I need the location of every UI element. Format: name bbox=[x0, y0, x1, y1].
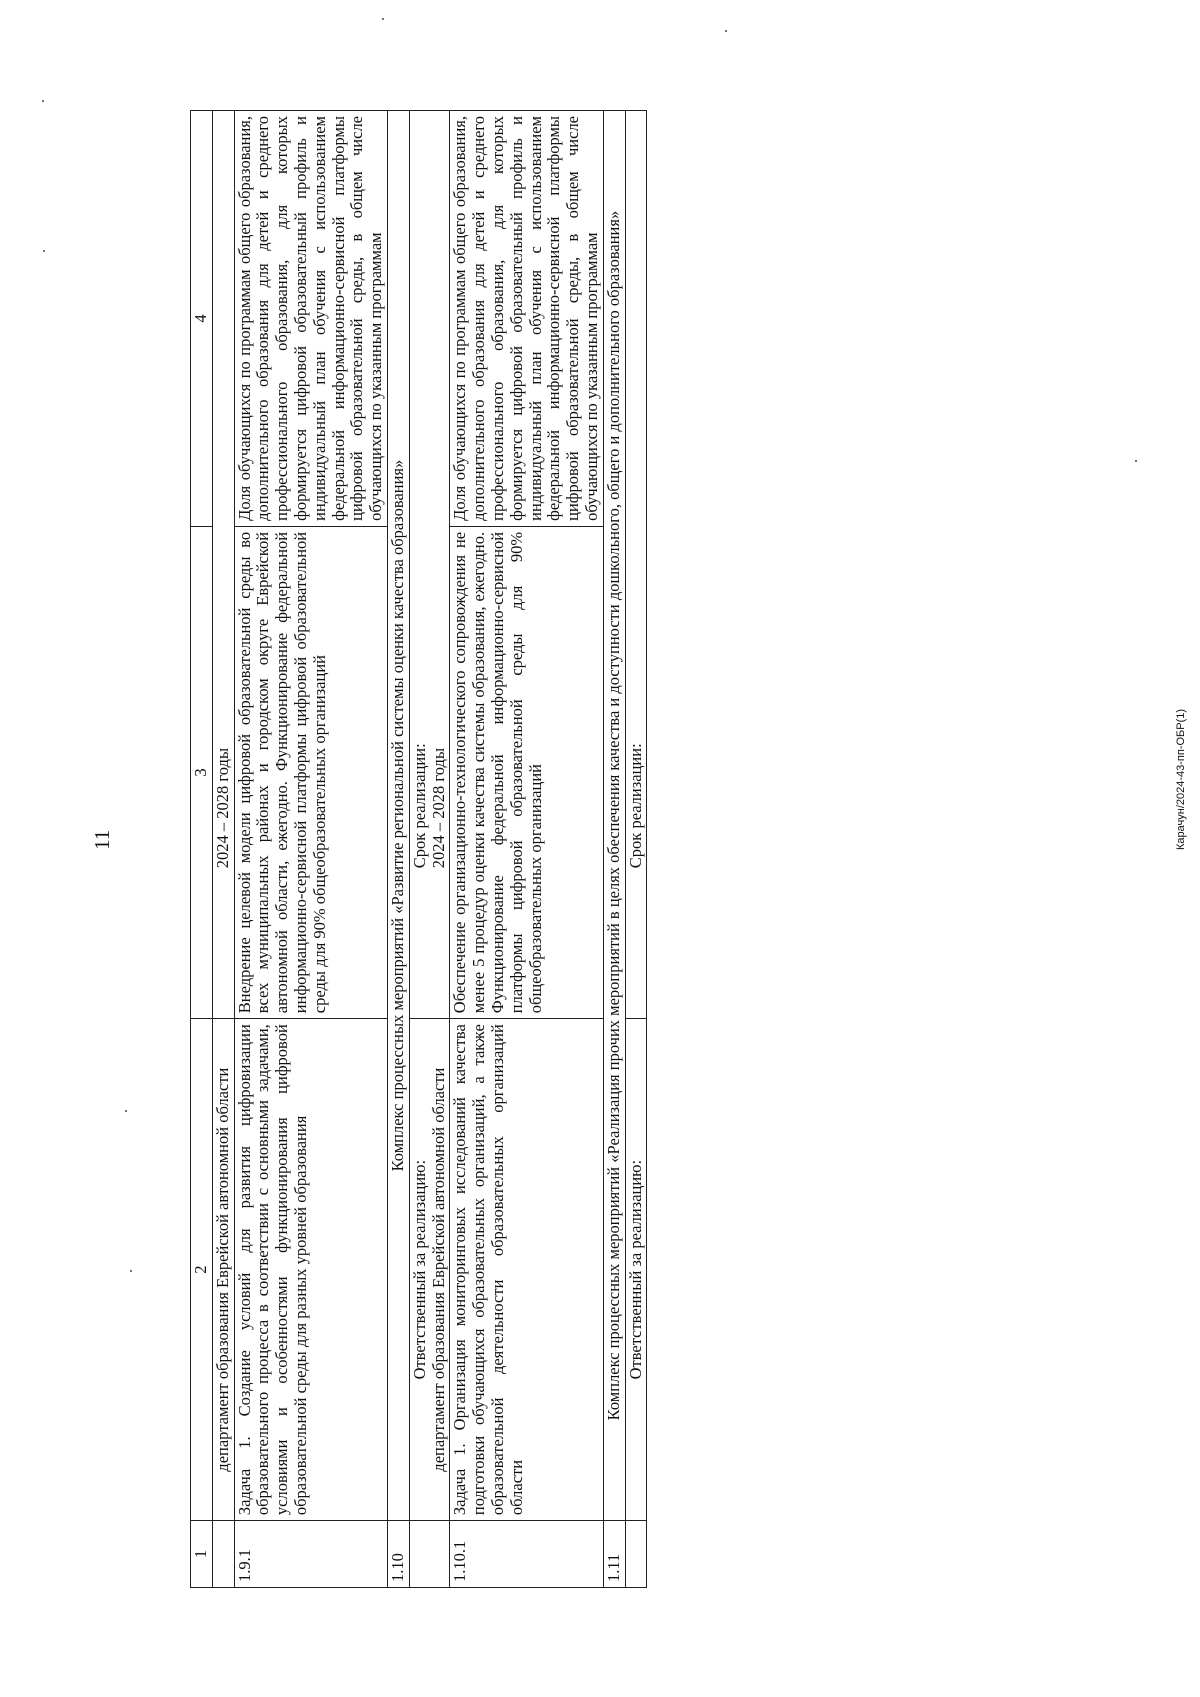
responsible-row-1-9 bbox=[212, 111, 234, 1588]
empty-cell bbox=[625, 1521, 647, 1588]
row-number: 1.10 bbox=[387, 1521, 409, 1588]
period-1-9: 2024 – 2028 годы bbox=[212, 111, 234, 1019]
complex-title: Комплекс процессных мероприятий «Реализация прочих мероприятий в целях обеспечения качества и доступности дошкольного, общего и дополнительного образования» bbox=[603, 111, 625, 1521]
responsible-row-1-11 bbox=[625, 111, 647, 1588]
page-number: 11 bbox=[90, 829, 114, 850]
scan-speck bbox=[42, 100, 44, 102]
table-row-1-11 bbox=[603, 111, 625, 1588]
responsible-value: департамент образования Еврейской автономной области bbox=[428, 1067, 448, 1472]
period-block bbox=[409, 111, 450, 1019]
indicator-text: Доля обучающихся по программам общего образования, дополнительного образования для детей и среднего профессионального образования, для которых формируется цифровой образовательный профиль и индивидуальный план обучения с использованием федеральной информационно-сервисной платформы цифровой образовательной среды, в общем числе обучающихся по указанным программам bbox=[450, 111, 603, 527]
scan-speck bbox=[130, 1270, 132, 1272]
scan-speck bbox=[125, 1110, 127, 1112]
row-number: 1.10.1 bbox=[450, 1521, 603, 1588]
responsible-block bbox=[409, 1019, 450, 1521]
program-table bbox=[190, 110, 647, 1588]
scan-speck bbox=[1135, 460, 1137, 462]
column-number-2: 2 bbox=[191, 1019, 213, 1521]
rotated-table-wrapper bbox=[190, 110, 1110, 1588]
table-row-1-10-1 bbox=[450, 111, 603, 1588]
column-number-3: 3 bbox=[191, 526, 213, 1018]
task-text: Задача 1. Создание условий для развития цифровизации образовательного процесса в соответствии с основными задачами, условиями и особенностями функционирования цифровой образовательной среды для разных уровней образования bbox=[234, 1019, 387, 1521]
table-header-row bbox=[191, 111, 213, 1588]
row-number: 1.9.1 bbox=[234, 1521, 387, 1588]
result-text: Обеспечение организационно-технологического сопровождения не менее 5 процедур оценки качества системы образования, ежегодно. Функционирование федеральной информационно-сервисной платформы цифровой образовательной среды для 90% общеобразовательных организаций bbox=[450, 526, 603, 1018]
complex-title: Комплекс процессных мероприятий «Развитие региональной системы оценки качества образования» bbox=[387, 111, 409, 1521]
empty-cell bbox=[212, 1521, 234, 1588]
scan-speck bbox=[382, 18, 384, 20]
period-label: Срок реализации: bbox=[409, 743, 429, 869]
column-number-4: 4 bbox=[191, 111, 213, 527]
period-value: 2024 – 2028 годы bbox=[428, 747, 448, 869]
row-number: 1.11 bbox=[603, 1521, 625, 1588]
responsible-label: Ответственный за реализацию: bbox=[409, 1159, 429, 1380]
scan-speck bbox=[43, 250, 45, 252]
task-text: Задача 1. Организация мониторинговых исследований качества подготовки обучающихся образовательных организаций, а также образовательной деятельности образовательных организаций области bbox=[450, 1019, 603, 1521]
responsible-1-9: департамент образования Еврейской автономной области bbox=[212, 1019, 234, 1521]
indicator-text: Доля обучающихся по программам общего образования, дополнительного образования для детей и среднего профессионального образования, для которых формируется цифровой образовательный профиль и индивидуальный план обучения с использованием федеральной информационно-сервисной платформы цифровой образовательной среды, в общем числе обучающихся по указанным программам bbox=[234, 111, 387, 527]
empty-cell bbox=[409, 1521, 450, 1588]
column-number-1: 1 bbox=[191, 1521, 213, 1588]
scan-speck bbox=[725, 30, 727, 32]
document-code: Карачун/2024-43-пп-ОБР(1) bbox=[1175, 708, 1187, 850]
responsible-row-1-10 bbox=[409, 111, 450, 1588]
period-label: Срок реализации: bbox=[625, 111, 647, 1019]
table-row-1-10 bbox=[387, 111, 409, 1588]
responsible-label: Ответственный за реализацию: bbox=[625, 1019, 647, 1521]
table-row-1-9-1 bbox=[234, 111, 387, 1588]
result-text: Внедрение целевой модели цифровой образовательной среды во всех муниципальных районах и городском округе Еврейской автономной области, ежегодно. Функционирование федеральной информационно-сервисной платформы цифровой образовательной среды для 90% общеобразовательных организаций bbox=[234, 526, 387, 1018]
